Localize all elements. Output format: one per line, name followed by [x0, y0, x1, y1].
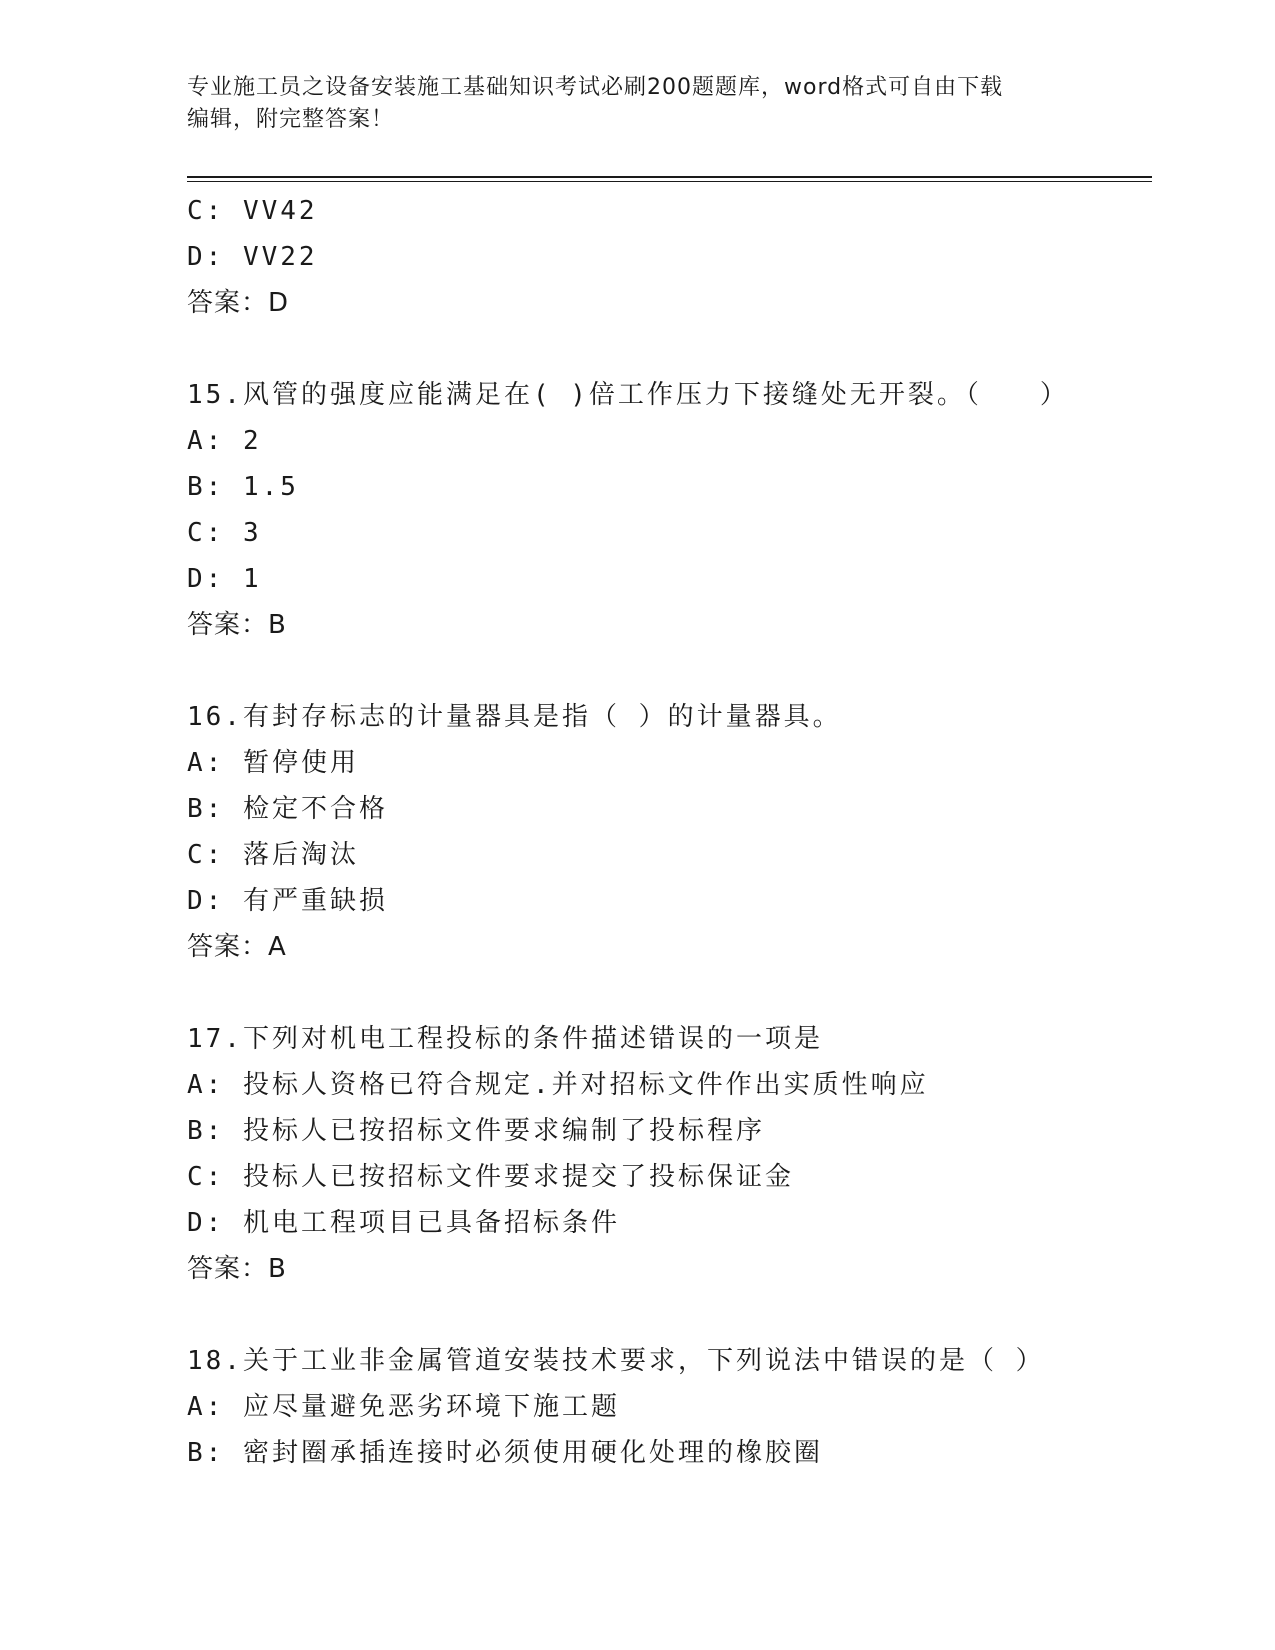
header-rule-thick — [187, 176, 1152, 178]
option-a: A: 暂停使用 — [187, 748, 359, 778]
option-b: B: 密封圈承插连接时必须使用硬化处理的橡胶圈 — [187, 1438, 823, 1468]
header-line-1: 专业施工员之设备安装施工基础知识考试必刷200题题库，word格式可自由下载 — [187, 75, 1004, 100]
prev-question — [187, 188, 1152, 326]
question-18 — [187, 1338, 1152, 1476]
spacer — [187, 970, 1152, 1016]
option-c: C: 3 — [187, 518, 262, 548]
option-a: A: 应尽量避免恶劣环境下施工题 — [187, 1392, 620, 1422]
spacer — [187, 326, 1152, 372]
option-c: C: VV42 — [187, 196, 318, 226]
question-content — [187, 188, 1152, 1476]
header-line-2: 编辑，附完整答案！ — [187, 107, 395, 132]
answer-line: 答案：A — [187, 932, 287, 962]
option-c: C: 投标人已按招标文件要求提交了投标保证金 — [187, 1162, 794, 1192]
answer-line: 答案：B — [187, 1254, 287, 1284]
option-b: B: 1.5 — [187, 472, 299, 502]
question-17 — [187, 1016, 1152, 1292]
question-stem: 16.有封存标志的计量器具是指（ ）的计量器具。 — [187, 702, 842, 732]
option-d: D: 机电工程项目已具备招标条件 — [187, 1208, 620, 1238]
header-rule-thin — [187, 181, 1152, 182]
question-15 — [187, 372, 1152, 648]
option-a: A: 投标人资格已符合规定.并对招标文件作出实质性响应 — [187, 1070, 929, 1100]
question-stem: 18.关于工业非金属管道安装技术要求，下列说法中错误的是（ ） — [187, 1346, 1045, 1376]
question-stem: 15.风管的强度应能满足在( )倍工作压力下接缝处无开裂。（ ） — [187, 380, 1069, 410]
option-b: B: 检定不合格 — [187, 794, 388, 824]
answer-line: 答案：D — [187, 288, 290, 318]
option-b: B: 投标人已按招标文件要求编制了投标程序 — [187, 1116, 765, 1146]
option-d: D: VV22 — [187, 242, 318, 272]
option-a: A: 2 — [187, 426, 262, 456]
document-header — [187, 72, 1087, 136]
question-16 — [187, 694, 1152, 970]
spacer — [187, 1292, 1152, 1338]
option-d: D: 有严重缺损 — [187, 886, 388, 916]
spacer — [187, 648, 1152, 694]
question-stem: 17.下列对机电工程投标的条件描述错误的一项是 — [187, 1024, 823, 1054]
answer-line: 答案：B — [187, 610, 287, 640]
option-c: C: 落后淘汰 — [187, 840, 359, 870]
option-d: D: 1 — [187, 564, 262, 594]
